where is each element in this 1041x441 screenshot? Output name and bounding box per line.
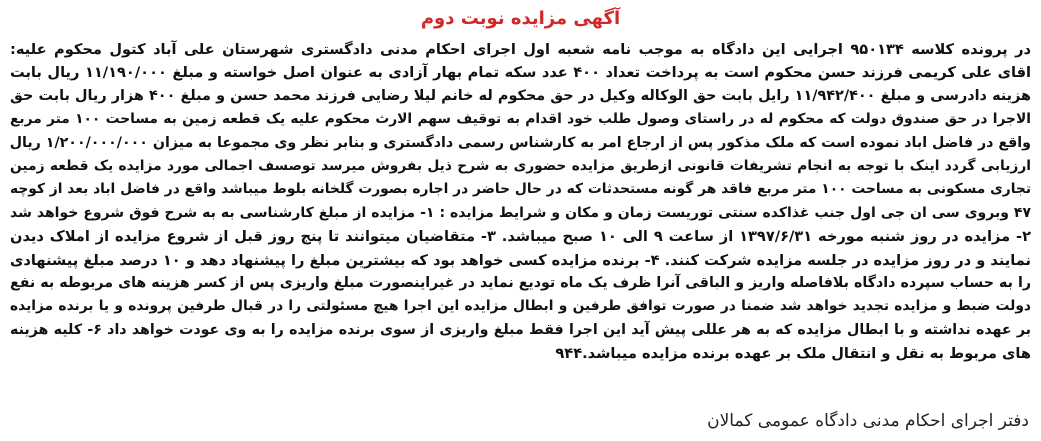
notice-body-line: ۴۷ وبروی سی ان جی اول جنب غذاکده سنتی توریست زمان و مکان و شرایط مزایده : ۱- مزایده از مبلغ کارشناسی به به شرح فوق شروع خواهد شد (10, 204, 1031, 221)
notice-body-line: دولت ضبط و مزایده تجدید خواهد شد ضمنا در صورت توافق طرفین و ابطال مزایده این اجرا هیچ مسئولتی را در قبال طرفین پرونده و یا برنده مزایده (10, 298, 1031, 315)
notice-body-line: نمایند و در روز مزایده در جلسه مزایده شرکت کنند. ۴- برنده مزایده کسی خواهد بود که بیشترین مبلغ را پیشنهاد دهد و ۱۰ درصد مبلغ پیشنهادی (10, 251, 1031, 269)
notice-body-line: بر عهده نداشته و با ابطال مزایده که به هر عللی پیش آید این اجرا فقط مبلغ واریزی از سوی برنده مزایده را به وی عودت خواهد داد ۶- کلیه هزینه (10, 321, 1031, 338)
notice-body-line: های مربوط به نقل و انتقال ملک بر عهده برنده مزایده میباشد.۹۴۴ (555, 345, 1031, 363)
notice-body-line: اقای علی کریمی فرزند حسن محکوم است به پرداخت تعداد ۴۰۰ عدد سکه تمام بهار آزادی به عنوان اصل خواسته و مبلغ ۱۱/۱۹۰/۰۰۰ ریال بابت (10, 64, 1031, 82)
notice-body-line: الاجرا در حق صندوق دولت که محکوم له در راستای وصول طلب خود اقدام به توقیف سهم الارث محکوم علیه یک قطعه زمین به مساحت ۱۰۰ متر مربع (10, 111, 1031, 128)
issuer-signature: دفتر اجرای احکام مدنی دادگاه عمومی کمالان (707, 411, 1029, 431)
notice-body-line: ارزیابی گردد اینک با توجه به انجام تشریفات قانونی ازطریق مزایده حضوری به شرح ذیل بفروش میرسد توصسف اجمالی مورد مزایده یک قطعه زمین (10, 157, 1031, 174)
notice-body (10, 38, 1031, 365)
notice-body-line: را به حساب سپرده دادگاه بلافاصله واریز و الباقی آنرا ظرف یک ماه تودیع نماید در غیراینصورت مبلغ واریزی پس از کسر هزینه های مربوطه به نفع (10, 274, 1031, 291)
notice-body-line: در پرونده کلاسه ۹۵۰۱۳۴ اجرایی این دادگاه به موجب نامه شعبه اول اجرای احکام مدنی دادگستری شهرستان علی آباد کتول محکوم علیه: (10, 41, 1031, 58)
notice-body-line: واقع در فاضل اباد نموده است که ملک مذکور پس از ارجاع امر به کارشناس رسمی دادگستری و بنابر نظر وی مجموعا به میزان ۱/۲۰۰/۰۰۰/۰۰۰ ریال (10, 134, 1031, 151)
notice-body-line: هزینه دادرسی و مبلغ ۱۱/۹۴۲/۴۰۰ رایل بابت حق الوکاله وکیل در حق محکوم له خانم لیلا رضایی فرزند محمد حسن و مبلغ ۴۰۰ هزار ریال بابت حق (10, 87, 1031, 104)
notice-title: آگهی مزایده نوبت دوم (420, 8, 621, 29)
notice-body-line: تجاری مسکونی به مساحت ۱۰۰ متر مربع فاقد هر گونه مستحدثات که در حال حاضر در اجاره بصورت گلخانه بلوط میباشد واقع در فاضل اباد بعد از کوچه (10, 181, 1031, 198)
notice-body-line: ۲- مزایده در روز شنبه مورخه ۱۳۹۷/۶/۳۱ از ساعت ۹ الی ۱۰ صبح میباشد. ۳- متقاضیان میتوانند تا پنج روز قبل از شروع مزایده از املاک دیدن (10, 228, 1031, 246)
